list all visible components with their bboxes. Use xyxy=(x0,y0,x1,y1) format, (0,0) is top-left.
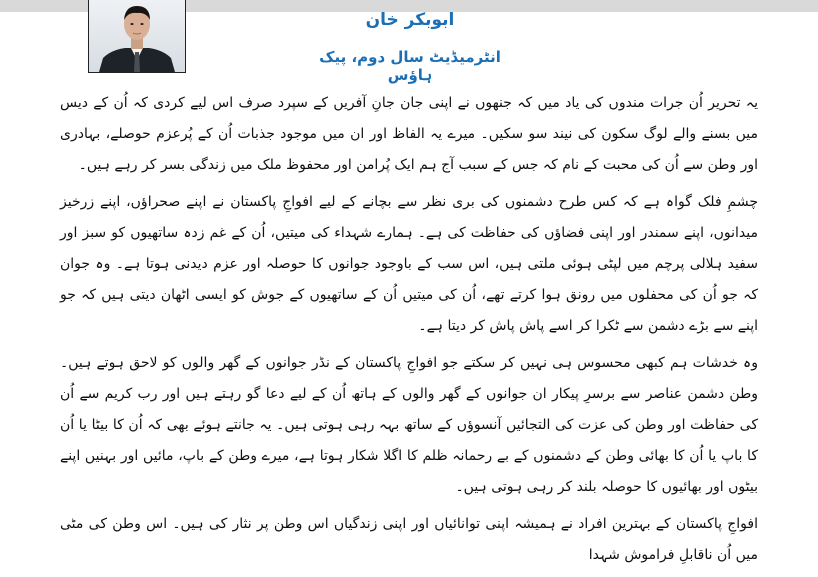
article-body xyxy=(60,88,758,577)
paragraph: یہ تحریر اُن جرات مندوں کی یاد میں کہ جنھوں نے اپنی جان جانِ آفریں کے سپرد صرف اس لیے کردی کہ اُن کے دیس میں بسنے والے لوگ سکون کی نیند سو سکیں۔ میرے یہ الفاظ اور ان میں موجود جذبات اُن کے پُرعزم حوصلے، بہادری اور وطن سے اُن کی محبت کے نام کہ جس کے سبب آج ہم ایک پُرامن اور محفوظ ملک میں زندگی بسر کر رہے ہیں۔ xyxy=(60,95,758,173)
author-photo xyxy=(88,0,186,73)
paragraph: افواجِ پاکستان کے بہترین افراد نے ہمیشہ اپنی توانائیاں اور اپنی زندگیاں اس وطن پر نثار کی ہیں۔ اس وطن کی مٹی میں اُن ناقابلِ فراموش شہدا xyxy=(60,516,758,563)
author-name: ابوبکر خان xyxy=(365,10,455,30)
paragraph: وہ خدشات ہم کبھی محسوس ہی نہیں کر سکتے جو افواجِ پاکستان کے نڈر جوانوں کے گھر والوں کو لاحق ہوتے ہیں۔ وطن دشمن عناصر سے برسرِ پیکار ان جوانوں کے گھر والوں کے ہاتھ اُن کے لیے دعا گو رہتے ہیں اور رب کریم سے اُن کی حفاظت اور وطن کی عزت کی التجائیں آنسوؤں کے ساتھ بہہ رہی ہوتی ہیں۔ یہ جانتے ہوئے بھی کہ اُن کا بیٹا یا اُن کا باپ یا اُن کا بھائی وطن کے دشمنوں کے بے رحمانہ ظلم کا اگلا شکار ہوتا ہے، میرے وطن کے باپ، مائیں اور بہنیں اپنے بیٹوں اور بھائیوں کا حوصلہ بلند کر رہی ہوتی ہیں۔ xyxy=(60,355,758,495)
paragraph: چشمِ فلک گواہ ہے کہ کس طرح دشمنوں کی بری نظر سے بچانے کے لیے افواجِ پاکستان نے اپنے صحراؤں، اپنے زرخیز میدانوں، اپنے سمندر اور اپنی فضاؤں کی حفاظت کی ہے۔ ہمارے شہداء کی میتیں، اُن کے غم زدہ ساتھیوں کو سبز اور سفید ہلالی پرچم میں لپٹی ہوئی ملتی ہیں، اس سب کے باوجود جوانوں کا حوصلہ اور عزم دیدنی ہوتا ہے۔ وہ جوان کہ جو اُن کی محفلوں میں رونق ہوا کرتے تھے، اُن کی میتیں اُن کے ساتھیوں کے جوش کو ایسی اٹھان دیتی ہیں کہ جو اپنے سے بڑے دشمن سے ٹکرا کر اسے پاش پاش کر دیتا ہے۔ xyxy=(60,194,758,334)
author-info: انٹرمیڈیٹ سال دوم، پیک ہاؤس xyxy=(319,48,501,84)
